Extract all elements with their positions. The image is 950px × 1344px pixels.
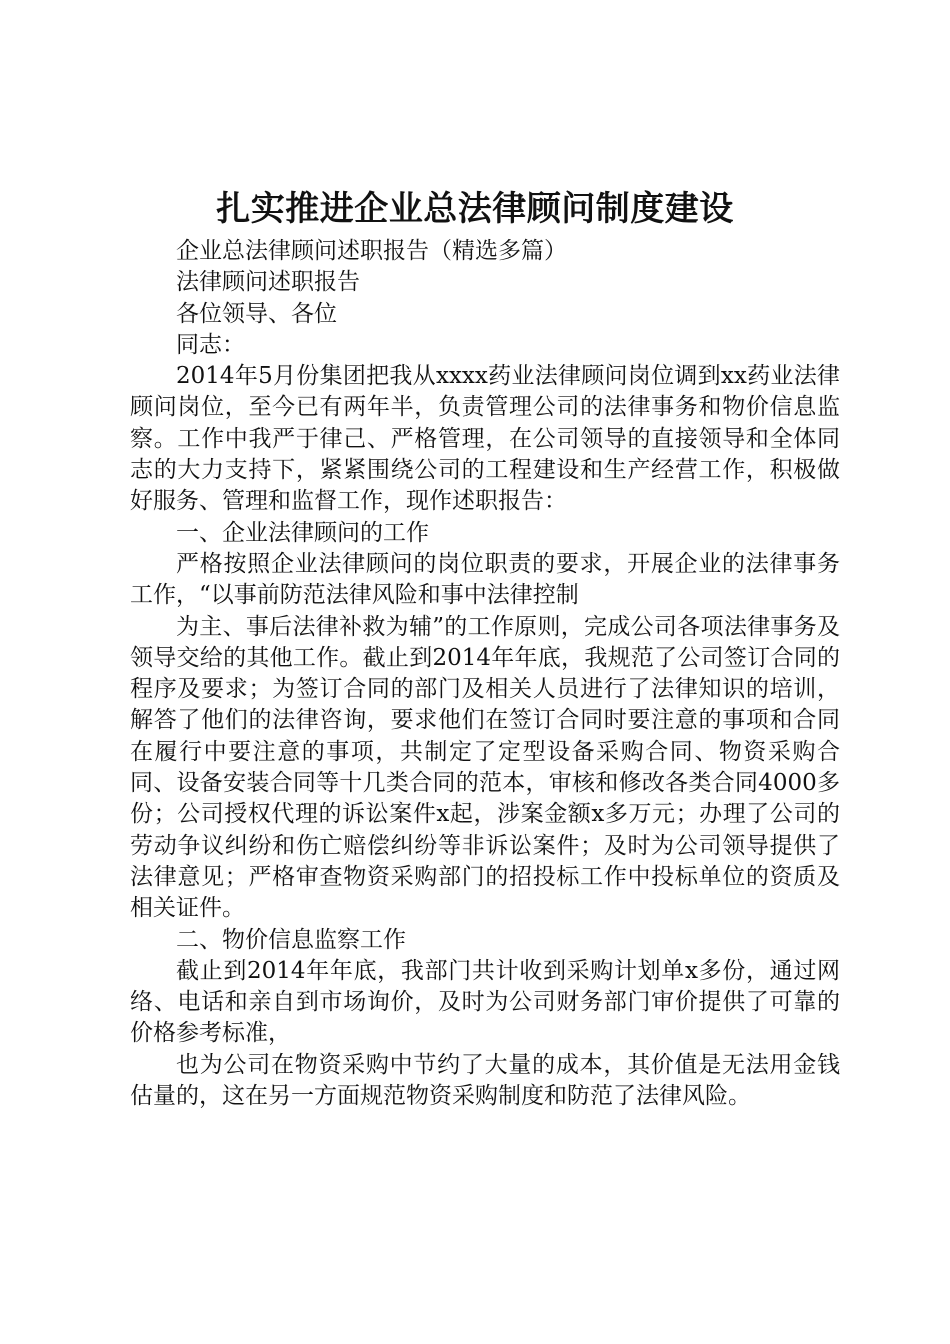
paragraph-price-monitoring-1: 截止到2014年年底，我部门共计收到采购计划单x多份，通过网络、电话和亲自到市场询价，及时为公司财务部门审价提供了可靠的价格参考标准， [130,957,840,1047]
section-heading-legal-work: 一、企业法律顾问的工作 [176,519,429,546]
paragraph-salutation-end: 同志： [176,331,245,358]
paragraph-subtitle: 企业总法律顾问述职报告（精选多篇） [176,238,567,264]
paragraph-salutation: 各位领导、各位 [176,300,337,327]
section-heading-price-monitoring: 二、物价信息监察工作 [176,926,406,953]
document-body [130,236,840,1112]
paragraph-intro: 2014年5月份集团把我从xxxx药业法律顾问岗位调到xx药业法律顾问岗位，至今已有两年半，负责管理公司的法律事务和物价信息监察。工作中我严于律己、严格管理，在公司领导的直接领导和全体同志的大力支持下，紧紧围绕公司的工程建设和生产经营工作，积极做好服务、管理和监督工作，现作述职报告： [130,363,840,515]
paragraph-legal-work-2: 为主、事后法律补救为辅”的工作原则，完成公司各项法律事务及领导交给的其他工作。截止到2014年年底，我规范了公司签订合同的程序及要求；为签订合同的部门及相关人员进行了法律知识的培训，解答了他们的法律咨询，要求他们在签订合同时要注意的事项和合同在履行中要注意的事项，共制定了定型设备采购合同、物资采购合同、设备安装合同等十几类合同的范本，审核和修改各类合同4000多份；公司授权代理的诉讼案件x起，涉案金额x多万元；办理了公司的劳动争议纠纷和伤亡赔偿纠纷等非诉讼案件；及时为公司领导提供了法律意见；严格审查物资采购部门的招投标工作中投标单位的资质及相关证件。 [130,613,840,922]
document-title: 扎实推进企业总法律顾问制度建设 [216,189,734,229]
paragraph-report-heading: 法律顾问述职报告 [176,269,360,296]
paragraph-price-monitoring-2: 也为公司在物资采购中节约了大量的成本，其价值是无法用金钱估量的，这在另一方面规范物资采购制度和防范了法律风险。 [130,1051,840,1110]
paragraph-legal-work-1: 严格按照企业法律顾问的岗位职责的要求，开展企业的法律事务工作，“以事前防范法律风险和事中法律控制 [130,550,840,609]
